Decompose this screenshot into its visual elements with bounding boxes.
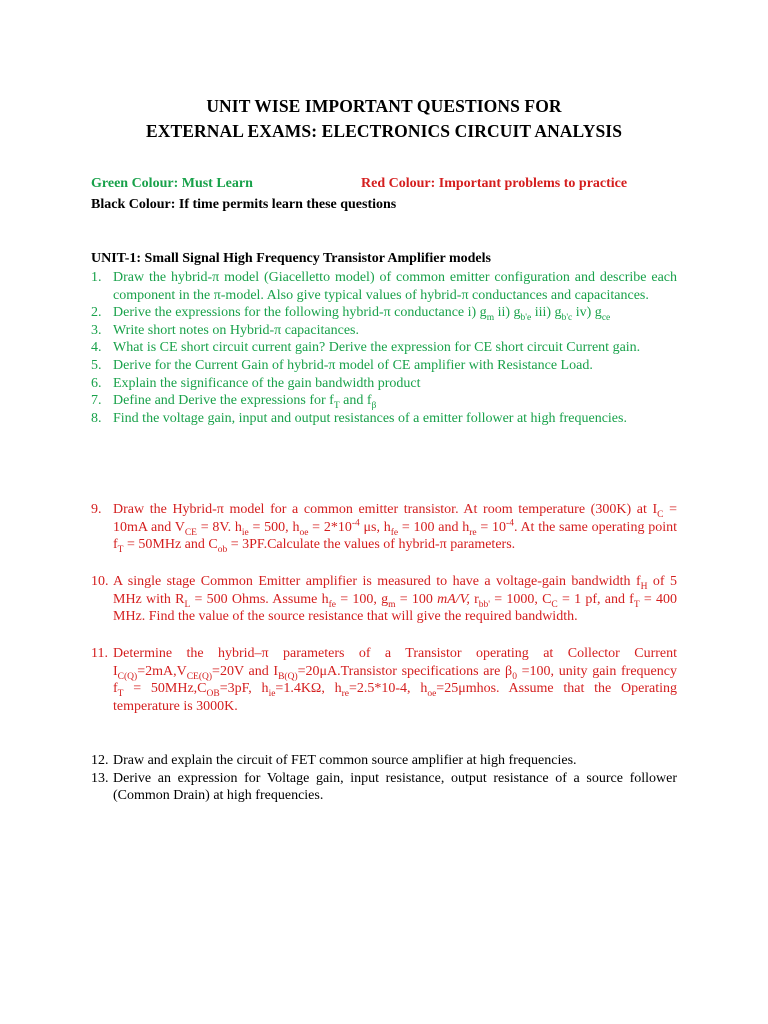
question-number: 9. [91,502,102,517]
question-text: A single stage Common Emitter amplifier is measured to have a voltage-gain bandwidth $f_H$ of 5 MHz with $R_L = 500$ Ohms. Assume $h_{fe} = 100$, $g_m = 100$ mA/V, $r_{bb'} = 1000$, $C_C = 1$ pf, and $f_T = 400$ MHz. Find the value of the source resistance that will give the required bandwidth. [113,574,678,625]
question-list-optional [91,752,677,805]
question-number: 11. [91,646,108,661]
question-number: 13. [91,770,109,786]
question-12 [91,752,677,770]
question-text: Define and Derive the expressions for $f_T$ and $f_\beta$ [113,393,377,411]
question-text: What is CE short circuit current gain? Derive the expression for CE short circuit Current gain. [113,340,641,356]
question-text: Derive for the Current Gain of hybrid-π model of CE amplifier with Resistance Load. [113,357,593,373]
question-list-must-learn [91,269,677,427]
document-title-line-2: EXTERNAL EXAMS: ELECTRONICS CIRCUIT ANALYSIS [145,121,623,141]
question-number: 8. [91,410,102,426]
question-text: Derive an expression for Voltage gain, input resistance, output resistance of a source follower (Common Drain) at high frequencies. [113,770,677,804]
question-list-problems [91,573,677,626]
question-2 [91,304,677,322]
question-number: 5. [91,357,102,373]
question-text: Write short notes on Hybrid-π capacitances. [113,322,359,338]
question-10 [91,573,677,626]
question-number: 12. [91,753,109,768]
question-1 [91,269,677,304]
question-text: Derive the expressions for the following hybrid-π conductance i) $g_m$ ii) $g_{b'e}$ iii) $g_{b'c}$ iv) $g_{ce}$ [113,305,611,323]
question-3 [91,322,677,340]
question-text: Draw the Hybrid-π model for a common emitter transistor. At room temperature (300K) at $I_C = 10mA$ and $V_{CE} = 8V$. $h_{ie} = 500$, $h_{oe} = 2*10^{-4}$ μs, $h_{fe} = 100$ and $h_{re} = 10^{-4}$. At the same operating point $f_T = 50MHz$ and $C_{ob}$ = 3PF.Calculate the values of hybrid-π parameters. [113,502,677,555]
question-4 [91,339,677,357]
question-7 [91,392,677,410]
question-5 [91,357,677,375]
question-text: Find the voltage gain, input and output resistances of a emitter follower at high frequencies. [113,410,627,426]
question-list-problems [91,501,677,554]
question-6 [91,375,677,393]
document-title-line-1: UNIT WISE IMPORTANT QUESTIONS FOR [206,96,562,116]
question-8 [91,410,677,428]
question-text: Determine the hybrid–π parameters of a Transistor operating at Collector Current $I_{C(Q)}=2mA,V_{CE(Q)}=20V$ and $I_{B(Q)}=20\mu A.Transistor$ specifications are $\beta_0 =100$, unity gain frequency $f_T = 50MHz,C_{OB}=3pF$, $h_{ie}=1.4K\Omega$, $h_{re}=2.5*10-4$, $h_{oe}=25\mu mhos$. Assume that the Operating temperature is 3000K. [113,646,678,714]
question-list-problems [91,645,677,715]
legend-red: Red Colour: Important problems to practice [361,176,628,191]
question-9 [91,501,677,554]
question-number: 1. [91,270,102,285]
question-11 [91,645,677,715]
question-13 [91,770,677,805]
question-number: 3. [91,322,102,338]
unit-1-heading: UNIT-1: Small Signal High Frequency Transistor Amplifier models [91,251,491,266]
question-number: 10. [91,574,109,589]
legend-black: Black Colour: If time permits learn these questions [91,197,397,212]
question-number: 6. [91,375,102,391]
question-text: Draw and explain the circuit of FET common source amplifier at high frequencies. [113,753,577,768]
question-number: 4. [91,340,102,356]
legend-green: Green Colour: Must Learn [91,176,253,191]
question-number: 2. [91,305,102,321]
question-number: 7. [91,393,102,409]
question-text: Draw the hybrid-π model (Giacelletto model) of common emitter configuration and describe each component in the π-model. Also give typical values of hybrid-π conductances and capacitances. [113,270,677,303]
question-text: Explain the significance of the gain bandwidth product [113,375,421,391]
